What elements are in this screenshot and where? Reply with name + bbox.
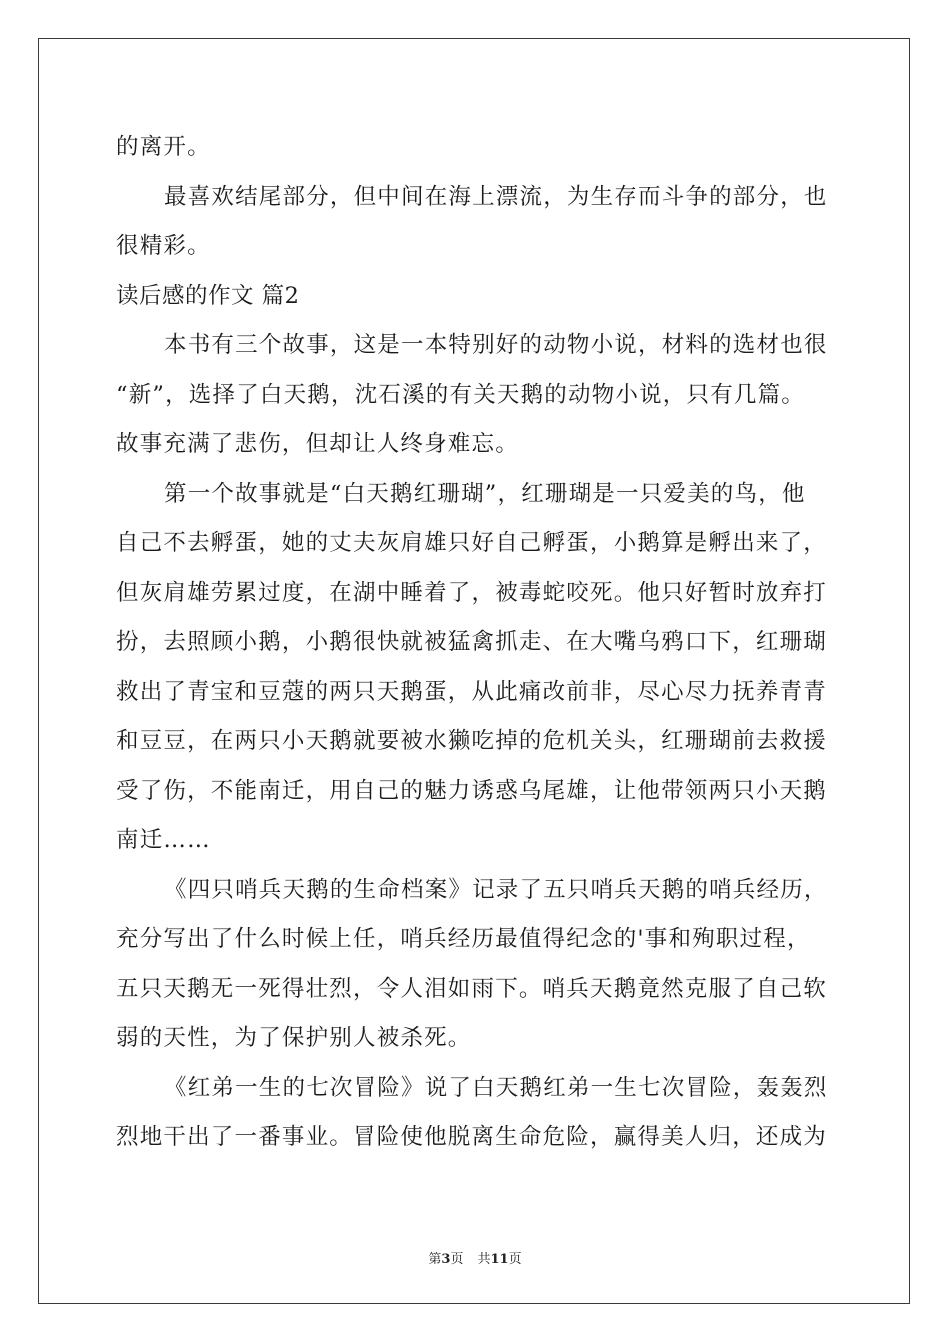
document-body (116, 127, 838, 1167)
text-line: 《红弟一生的七次冒险》说了白天鹅红弟一生七次冒险，轰轰烈 (164, 1074, 828, 1101)
text-line: 弱的天性，为了保护别人被杀死。 (116, 1025, 472, 1051)
current-page-number: 3 (441, 1252, 451, 1267)
footer-prefix: 第 (428, 1252, 442, 1267)
text-line: 烈地干出了一番事业。冒险使他脱离生命危险，赢得美人归，还成为 (116, 1124, 828, 1150)
text-line: 很精彩。 (116, 233, 211, 259)
text-line: 本书有三个故事，这是一本特别好的动物小说，材料的选材也很 (164, 332, 828, 358)
text-line: 的离开。 (116, 134, 211, 160)
text-line: 故事充满了悲伤，但却让人终身难忘。 (116, 431, 519, 457)
text-line: 和豆豆，在两只小天鹅就要被水獭吃掉的危机关头，红珊瑚前去救援 (116, 728, 828, 754)
text-line: 南迁…… (116, 827, 211, 853)
text-line: “新”，选择了白天鹅，沈石溪的有关天鹅的动物小说，只有几篇。 (116, 381, 806, 408)
text-line: 五只天鹅无一死得壮烈，令人泪如雨下。哨兵天鹅竟然克服了自己软 (116, 975, 828, 1002)
page-footer (0, 1248, 950, 1267)
text-line: 最喜欢结尾部分，但中间在海上漂流，为生存而斗争的部分，也 (164, 183, 828, 210)
footer-total-suffix: 页 (508, 1252, 522, 1267)
text-line: 充分写出了什么时候上任，哨兵经历最值得纪念的'事和殉职过程， (116, 926, 811, 952)
text-line: 扮，去照顾小鹅，小鹅很快就被猛禽抓走、在大嘴乌鸦口下，红珊瑚 (116, 629, 828, 655)
text-line: 救出了青宝和豆蔻的两只天鹅蛋，从此痛改前非，尽心尽力抚养青青 (116, 678, 828, 705)
text-line: 《四只哨兵天鹅的生命档案》记录了五只哨兵天鹅的哨兵经历， (164, 876, 828, 903)
total-pages-number: 11 (490, 1252, 509, 1267)
text-line: 但灰肩雄劳累过度，在湖中睡着了，被毒蛇咬死。他只好暂时放弃打 (116, 579, 828, 606)
section-heading: 读后感的作文 篇2 (116, 282, 300, 309)
text-line: 受了伤，不能南迁，用自己的魅力诱惑乌尾雄，让他带领两只小天鹅 (116, 777, 828, 804)
footer-total-prefix: 共 (477, 1252, 491, 1267)
text-line: 第一个故事就是“白天鹅红珊瑚”，红珊瑚是一只爱美的鸟，他 (164, 480, 806, 507)
footer-page-suffix: 页 (450, 1252, 464, 1267)
text-line: 自己不去孵蛋，她的丈夫灰肩雄只好自己孵蛋，小鹅算是孵出来了， (116, 530, 828, 556)
